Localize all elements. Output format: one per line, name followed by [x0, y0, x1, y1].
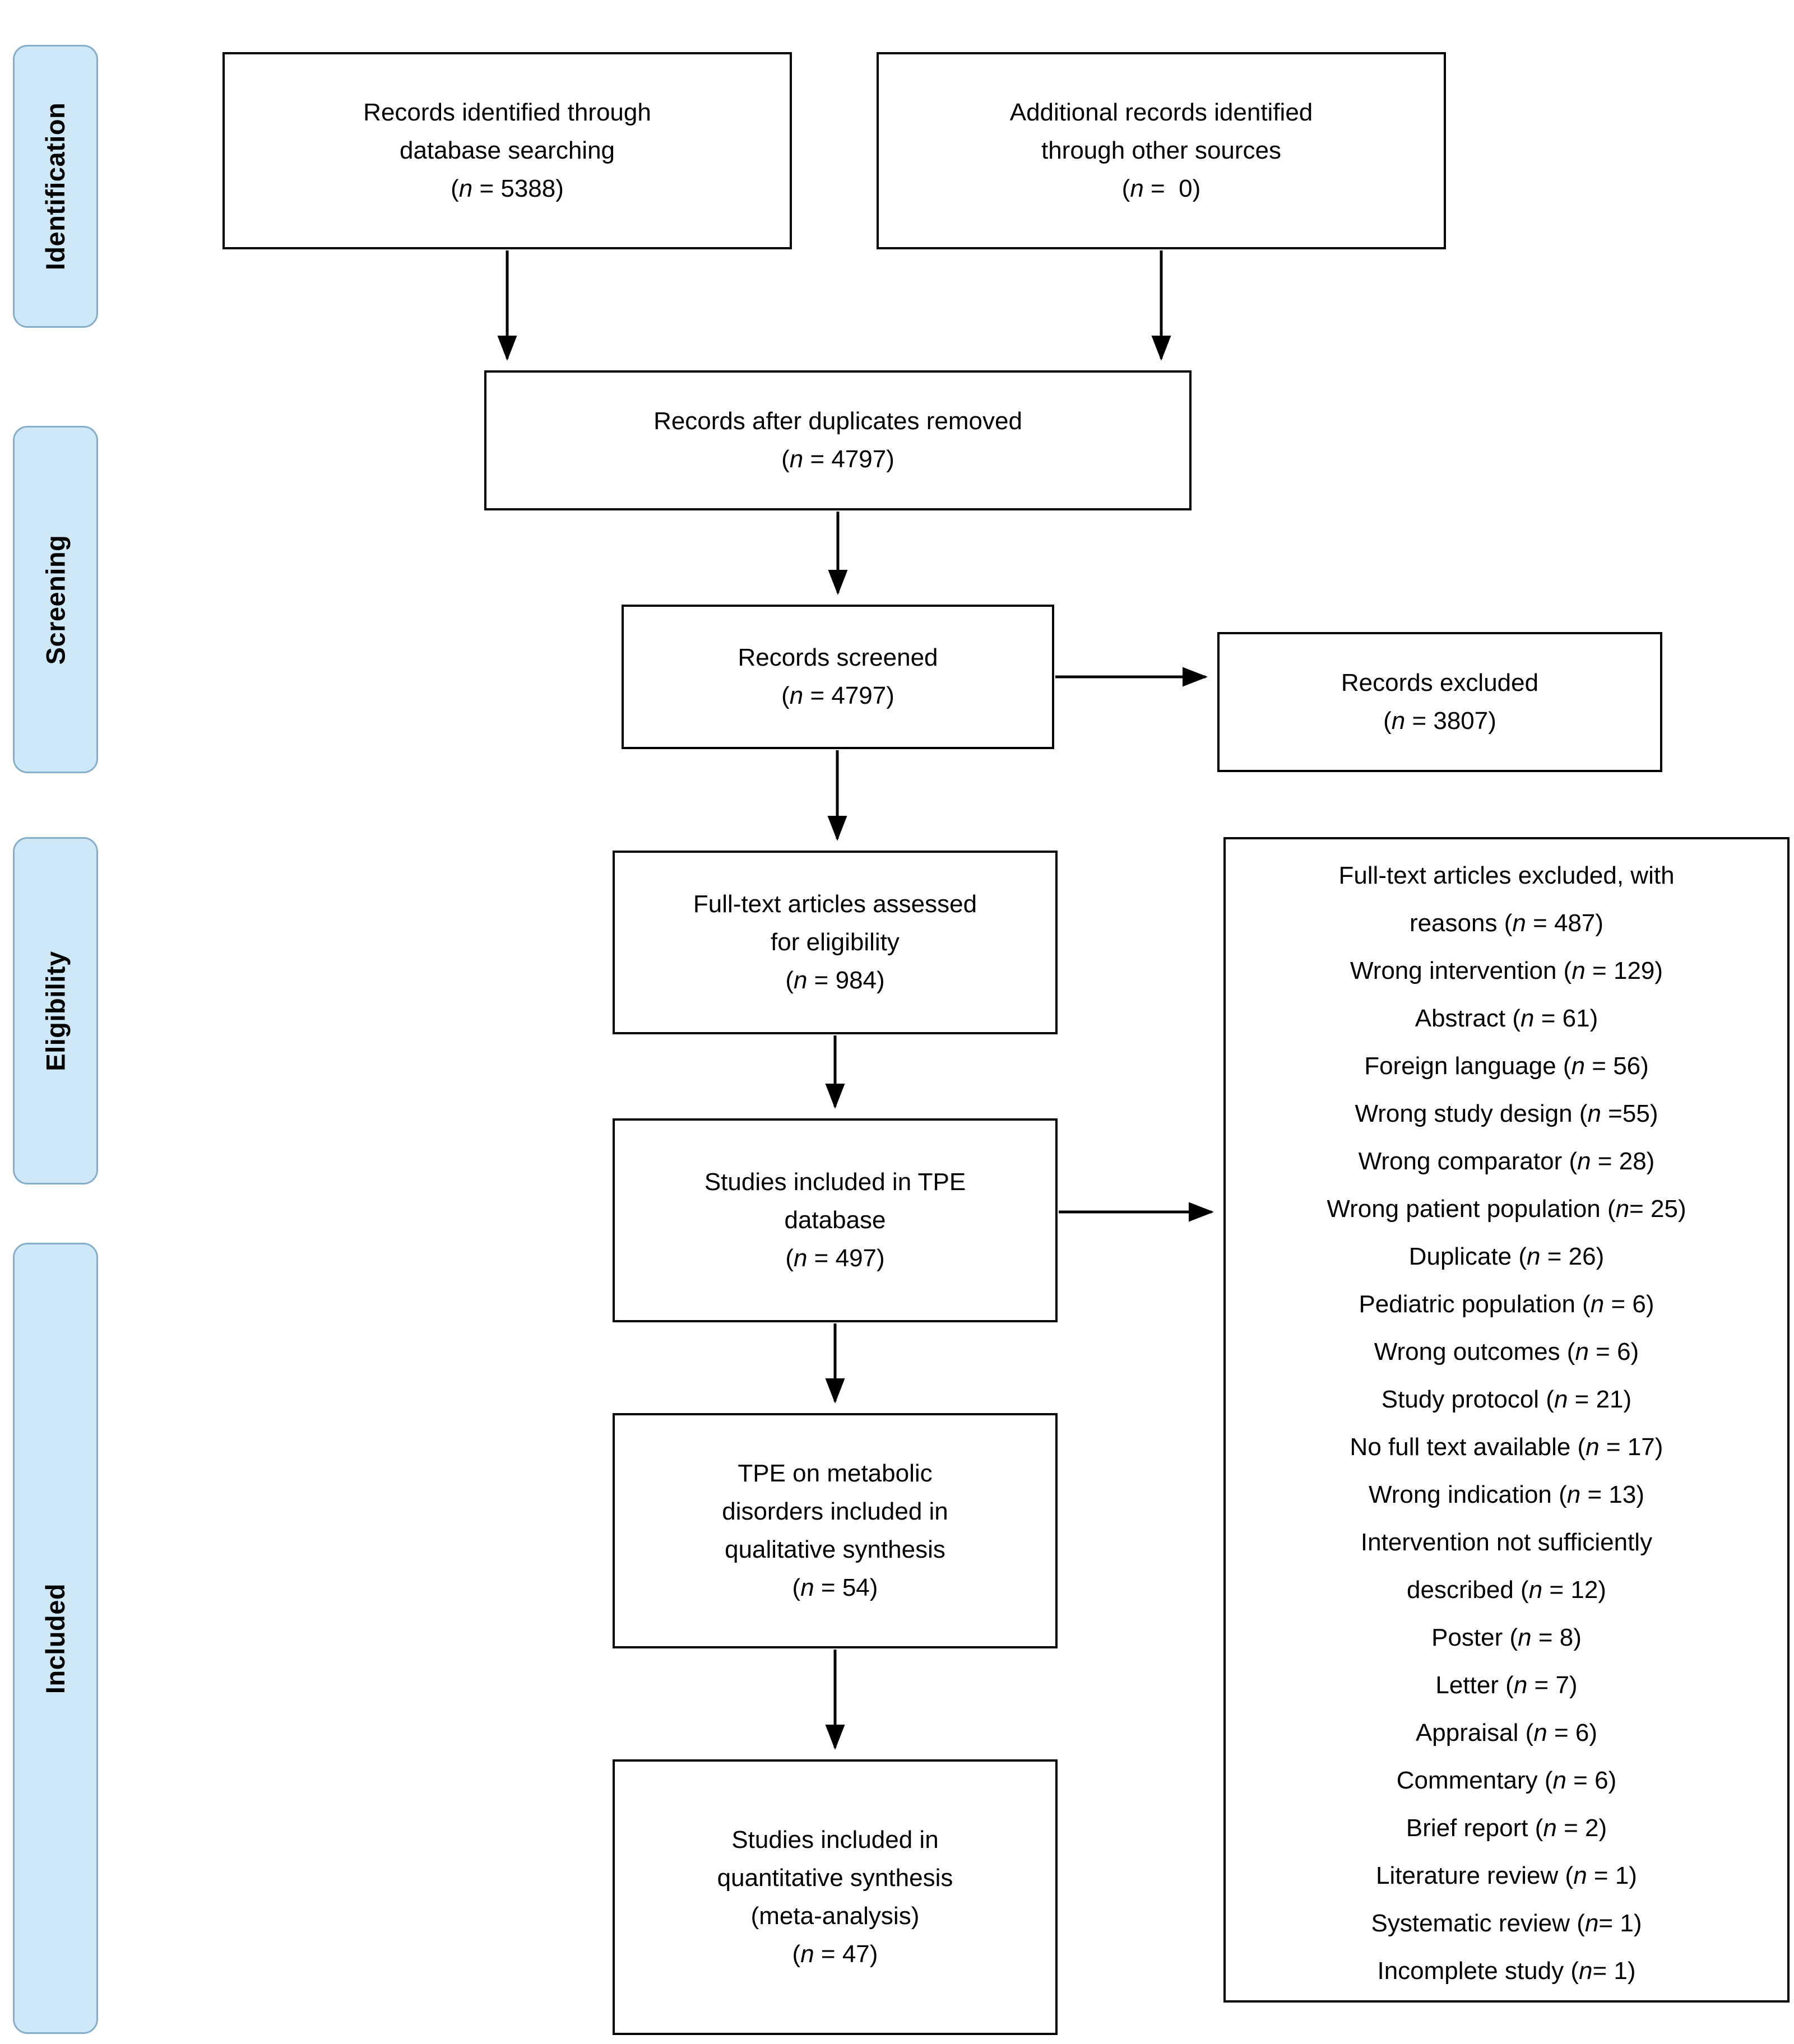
box-text: Records after duplicates removed (n = 4797): [653, 407, 1022, 473]
box-text: Records screened (n = 4797): [738, 644, 938, 709]
box-text: Full-text articles assessed for eligibility (n = 984): [693, 890, 977, 994]
stage-label-screening: [13, 426, 98, 773]
box-records-other-sources: [877, 52, 1446, 249]
box-text: Studies included in quantitative synthesis (meta-analysis) (n = 47): [717, 1826, 953, 1968]
box-text: TPE on metabolic disorders included in qualitative synthesis (n = 54): [722, 1460, 948, 1601]
stage-label-eligibility: [13, 837, 98, 1184]
box-text: Studies included in TPE database (n = 497): [704, 1168, 966, 1272]
box-qualitative-synthesis: [613, 1413, 1058, 1648]
stage-label-included: [13, 1243, 98, 2034]
box-fulltext-assessed: [613, 851, 1058, 1034]
stage-label-text: Identification: [40, 102, 71, 271]
box-fulltext-excluded: [1223, 837, 1790, 2003]
box-records-excluded: [1217, 632, 1662, 772]
box-text: Records identified through database searching (n = 5388): [363, 99, 651, 202]
box-text: Full-text articles excluded, with reasons (n = 487) Wrong intervention (n = 129) Abstract (n = 61) Foreign language (n = 56) Wrong study design (n =55) Wrong comparator (n = 28) Wrong patient population (n= 25) Duplicate (n = 26) Pediatric population (n = 6) Wrong outcomes (n = 6) Study protocol (n = 21) No full text available (n = 17) Wrong indication (n = 13) Intervention not sufficiently described (n = 12) Poster (n = 8) Letter (n = 7) Appraisal (n = 6) Commentary (n = 6) Brief report (n = 2) Literature review (n = 1) Systematic review (n= 1) Incomplete study (n= 1): [1327, 862, 1686, 1985]
box-text: Additional records identified through other sources (n = 0): [1009, 99, 1313, 202]
box-records-identified: [222, 52, 792, 249]
box-quantitative-synthesis: [613, 1759, 1058, 2035]
box-tpe-database: [613, 1118, 1058, 1322]
box-duplicates-removed: [484, 370, 1192, 510]
box-text: Records excluded (n = 3807): [1341, 669, 1539, 735]
stage-label-text: Included: [40, 1583, 71, 1694]
stage-label-text: Screening: [40, 535, 71, 665]
stage-label-text: Eligibility: [40, 950, 71, 1071]
box-records-screened: [622, 605, 1054, 749]
stage-label-identification: [13, 45, 98, 328]
